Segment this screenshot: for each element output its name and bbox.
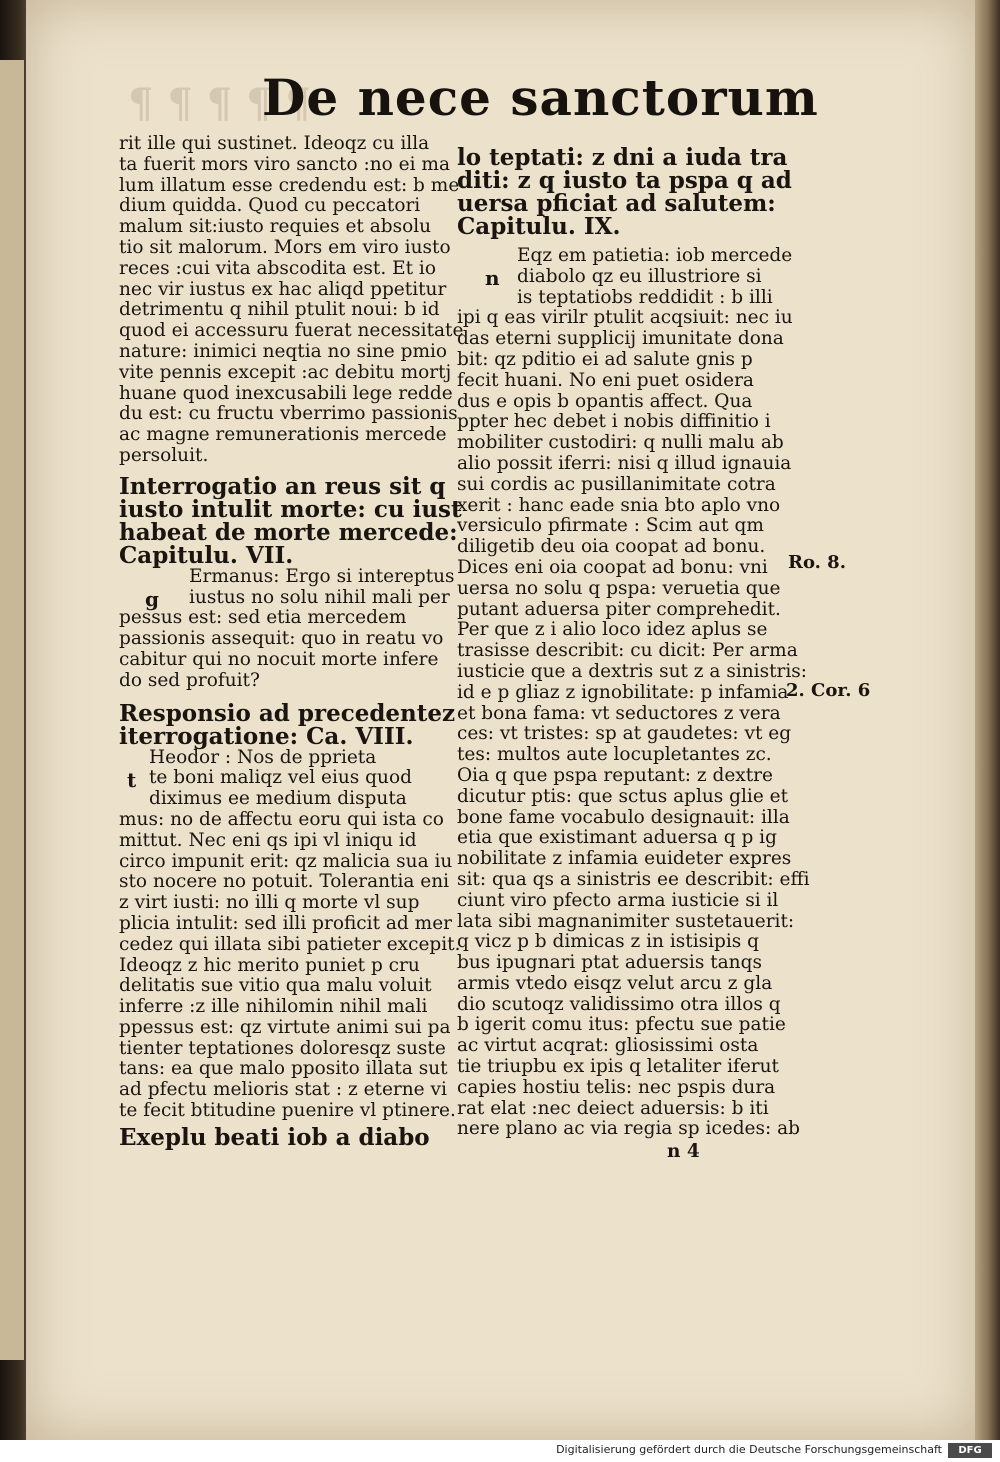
text-line: ciunt viro pfecto arma iusticie si il: [457, 889, 779, 911]
text-line: vite pennis excepit :ac debitu mortj: [119, 361, 452, 383]
text-line: mus: no de affectu eoru qui ista co: [119, 808, 444, 830]
text-line: cabitur qui no nocuit morte infere: [119, 648, 439, 670]
text-line: habeat de morte mercede:: [119, 518, 458, 546]
text-line: z virt iusti: no illi q morte vl sup: [119, 892, 420, 914]
text-line: ta fuerit mors viro sancto :no ei ma: [119, 153, 450, 175]
text-line: is teptatiobs reddidit : b illi: [517, 286, 773, 308]
left-column-text: [119, 134, 463, 467]
text-line: Responsio ad precedentez: [119, 699, 456, 727]
text-line: tienter teptationes doloresqz suste: [119, 1037, 446, 1059]
text-line: tio sit malorum. Mors em viro iusto: [119, 236, 451, 258]
facing-page-edge: [0, 60, 24, 1360]
text-line: huane quod inexcusabili lege redde: [119, 382, 453, 404]
footer-bar: [0, 1440, 1000, 1462]
marginal-note: Ro. 8.: [788, 552, 846, 573]
text-line: ac virtut acqrat: gliosissimi osta: [457, 1035, 759, 1057]
chapter-9-body: [457, 246, 810, 1140]
chapter-8-body: [119, 748, 463, 1122]
text-line: lo teptati: z dni a iuda tra: [457, 144, 788, 171]
text-line: diti: z q iusto ta pspa q ad: [457, 167, 792, 194]
text-line: das eterni supplicij imunitate dona: [457, 328, 784, 350]
text-line: detrimentu q nihil ptulit noui: b id: [119, 299, 440, 321]
text-line: fecit huani. No eni puet osidera: [457, 369, 754, 391]
text-line: xerit : hanc eade snia bto aplo vno: [457, 494, 781, 516]
text-line: dio scutoqz validissimo otra illos q: [457, 993, 781, 1015]
chapter-8-heading: [119, 699, 463, 750]
text-line: sit: qua qs a sinistris ee describit: effi: [457, 868, 810, 890]
text-line: et bona fama: vt seductores z vera: [457, 702, 781, 724]
text-line: lum illatum esse credendu est: b me: [119, 174, 460, 196]
text-line: malum sit:iusto requies et absolu: [119, 216, 432, 238]
text-line: diligetib deu oia coopat ad bonu.: [457, 536, 766, 558]
text-line: alio possit iferri: nisi q illud ignauia: [457, 452, 792, 474]
text-line: iusto intulit morte: cu iust: [119, 495, 462, 523]
text-line: Interrogatio an reus sit q: [119, 472, 446, 500]
text-line: Dices eni oia coopat ad bonu: vni: [457, 556, 768, 578]
text-line: Oia q que pspa reputant: z dextre: [457, 764, 773, 786]
chapter-9-heading: [457, 146, 810, 238]
text-line: b igerit comu itus: pfectu sue patie: [457, 1014, 786, 1036]
text-line: ac magne remunerationis mercede: [119, 424, 447, 446]
text-line: rit ille qui sustinet. Ideoqz cu illa: [119, 133, 430, 154]
text-line: cedez qui illata sibi patieter excepit.: [119, 933, 461, 955]
text-line: tie triupbu ex ipis q letaliter iferut: [457, 1056, 779, 1078]
text-line: ppter hec debet i nobis diffinitio i: [457, 411, 771, 433]
text-line: putant aduersa piter comprehedit.: [457, 598, 781, 620]
text-line: Heodor : Nos de pprieta: [149, 746, 377, 768]
right-column: [457, 146, 810, 1163]
text-line: iustus no solu nihil mali per: [189, 586, 450, 608]
text-line: du est: cu fructu vberrimo passionis: [119, 403, 458, 425]
text-line: plicia intulit: sed illi proficit ad mer: [119, 912, 452, 934]
text-line: inferre :z ille nihilomin nihil mali: [119, 996, 428, 1018]
text-line: sui cordis ac pusillanimitate cotra: [457, 473, 776, 495]
text-line: Ermanus: Ergo si intereptus: [189, 565, 455, 587]
text-line: dus e opis b opantis affect. Qua: [457, 390, 753, 412]
text-line: dicutur ptis: que sctus aplus glie et: [457, 785, 789, 807]
text-line: nere plano ac via regia sp icedes: ab: [457, 1118, 800, 1140]
chapter-7-body: [119, 567, 463, 692]
text-line: nec vir iustus ex hac aliqd ppetitur: [119, 278, 447, 300]
text-line: bit: qz pditio ei ad salute gnis p: [457, 348, 753, 370]
text-line: diximus ee medium disputa: [149, 788, 407, 810]
text-line: tans: ea que malo pposito illata sut: [119, 1058, 448, 1080]
text-line: Per que z i alio loco idez aplus se: [457, 619, 768, 641]
text-line: iterrogatione: Ca. VIII.: [119, 722, 414, 750]
text-line: te boni maliqz vel eius quod: [149, 767, 412, 789]
text-line: nobilitate z infamia euideter expres: [457, 848, 792, 870]
text-line: pessus est: sed etia mercedem: [119, 607, 407, 629]
chapter-7-heading: [119, 472, 463, 569]
chapter-8-initial: t: [127, 767, 137, 792]
text-line: versiculo pfirmate : Scim aut qm: [457, 515, 764, 537]
funding-notice: Digitalisierung gefördert durch die Deutsche Forschungsgemeinschaft: [556, 1443, 942, 1456]
text-line: quod ei accessuru fuerat necessitate: [119, 320, 464, 342]
running-title: De nece sanctorum: [262, 68, 819, 127]
text-line: rat elat :nec deiect aduersis: b iti: [457, 1097, 769, 1119]
text-line: circo impunit erit: qz malicia sua iu: [119, 850, 453, 872]
text-line: ces: vt tristes: sp at gaudetes: vt eg: [457, 723, 792, 745]
text-line: q vicz p b dimicas z in istisipis q: [457, 931, 759, 953]
text-line: Capitulu. IX.: [457, 213, 621, 240]
text-line: Ideoqz z hic merito puniet p cru: [119, 954, 420, 976]
text-line: armis vtedo eisqz velut arcu z gla: [457, 972, 773, 994]
text-line: capies hostiu telis: nec pspis dura: [457, 1076, 776, 1098]
text-line: Capitulu. VII.: [119, 541, 294, 569]
show-through-text: ¶ ¶ ¶ ¶ ¶: [128, 80, 311, 127]
chapter-9-initial: n: [485, 266, 500, 290]
chapter-9-heading-start: Exeplu beati iob a diabo: [119, 1123, 430, 1151]
text-line: reces :cui vita abscodita est. Et io: [119, 257, 436, 279]
text-line: lata sibi magnanimiter sustetauerit:: [457, 910, 795, 932]
text-line: id e p gliaz z ignobilitate: p infamia: [457, 681, 789, 703]
text-line: delitatis sue vitio qua malu voluit: [119, 975, 432, 997]
text-line: ppessus est: qz virtute animi sui pa: [119, 1016, 451, 1038]
text-line: do sed profuit?: [119, 669, 260, 691]
text-line: uersa pficiat ad salutem:: [457, 190, 776, 217]
text-line: mittut. Nec eni qs ipi vl iniqu id: [119, 829, 417, 851]
text-line: nature: inimici neqtia no sine pmio: [119, 340, 448, 362]
text-line: bus ipugnari ptat aduersis tanqs: [457, 952, 762, 974]
text-line: ad pfectu melioris stat : z eterne vi: [119, 1079, 447, 1101]
text-line: etia que existimant aduersa q p ig: [457, 827, 777, 849]
text-line: te fecit btitudine puenire vl ptinere.: [119, 1100, 456, 1122]
dfg-logo: DFG: [948, 1443, 992, 1458]
text-line: diabolo qz eu illustriore si: [517, 265, 762, 287]
text-line: tes: multos aute locupletantes zc.: [457, 744, 772, 766]
text-line: uersa no solu q pspa: veruetia que: [457, 577, 781, 599]
text-line: sto nocere no potuit. Tolerantia eni: [119, 871, 450, 893]
text-line: persoluit.: [119, 444, 209, 466]
text-line: Eqz em patietia: iob mercede: [517, 245, 793, 266]
marginal-note: 2. Cor. 6: [786, 680, 871, 701]
page-edges: [975, 0, 1000, 1440]
text-line: passionis assequit: quo in reatu vo: [119, 628, 444, 650]
text-line: mobiliter custodiri: q nulli malu ab: [457, 432, 784, 454]
chapter-7-initial: g: [145, 586, 159, 611]
text-line: dium quidda. Quod cu peccatori: [119, 195, 421, 217]
signature-mark: n 4: [667, 1141, 700, 1163]
text-line: bone fame vocabulo designauit: illa: [457, 806, 790, 828]
text-line: ipi q eas virilr ptulit acqsiuit: nec iu: [457, 307, 793, 329]
left-column: [119, 134, 463, 1149]
text-line: trasisse describit: cu dicit: Per arma: [457, 640, 798, 662]
text-line: iusticie que a dextris sut z a sinistris:: [457, 660, 807, 682]
